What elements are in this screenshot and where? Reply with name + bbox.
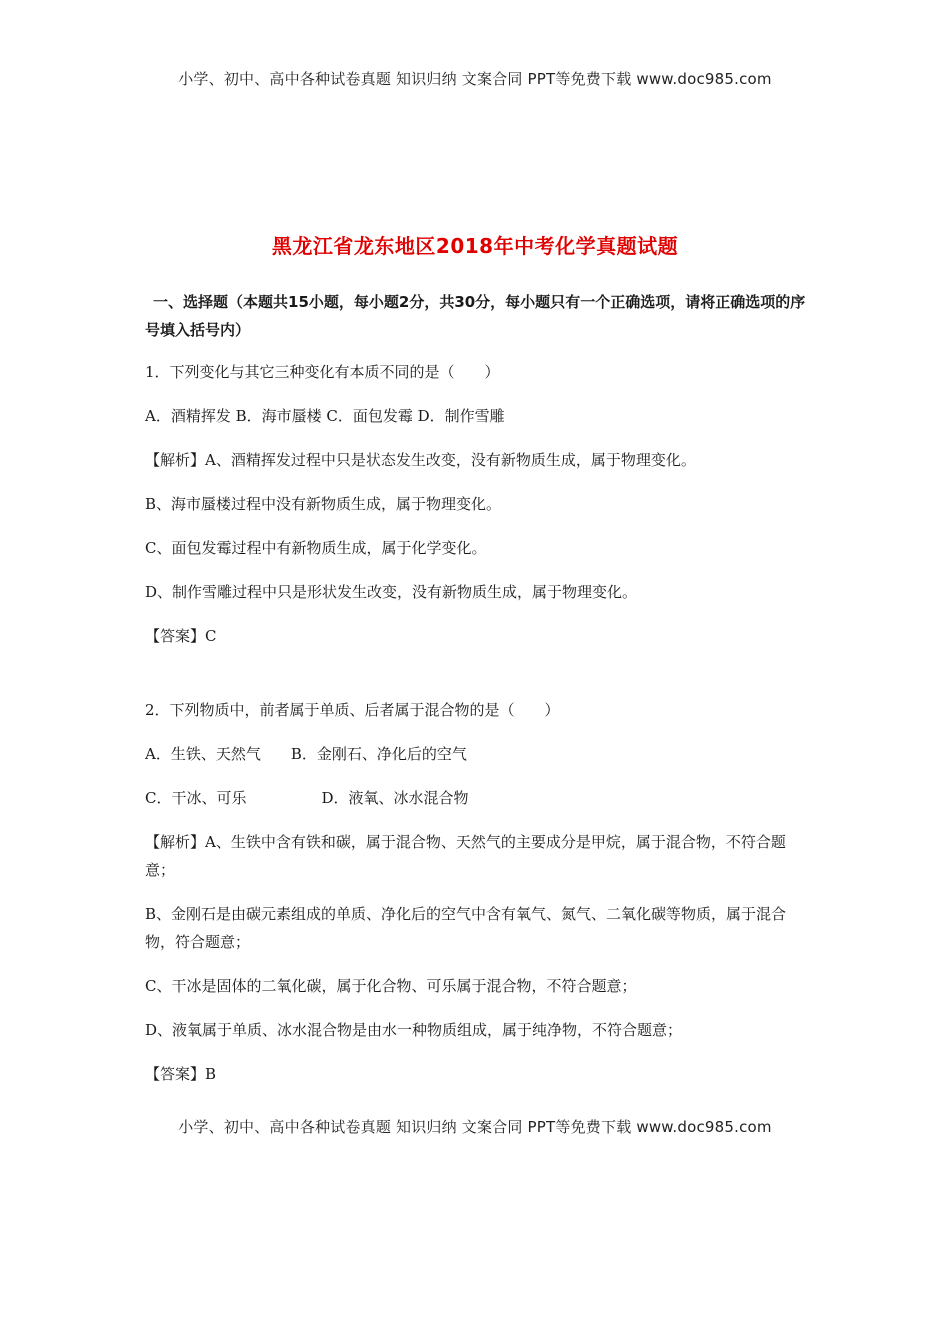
question-1-analysis-a bbox=[145, 446, 810, 474]
page-header: 小学、初中、高中各种试卷真题 知识归纳 文案合同 PPT等免费下载 www.doc985.com bbox=[178, 70, 772, 88]
question-2-analysis-a bbox=[145, 828, 810, 884]
question-2-analysis-c: C、干冰是固体的二氧化碳，属于化合物、可乐属于混合物，不符合题意； bbox=[145, 977, 637, 995]
answer-label: 【答案】 bbox=[145, 1065, 206, 1083]
analysis-text: A、酒精挥发过程中只是状态发生改变，没有新物质生成，属于物理变化。 bbox=[205, 451, 696, 469]
question-2-options-row-2: C．干冰、可乐 D．液氧、冰水混合物 bbox=[145, 789, 469, 807]
question-2: 2．下列物质中，前者属于单质、后者属于混合物的是（ ） bbox=[145, 701, 560, 719]
question-1-analysis-b: B、海市蜃楼过程中没有新物质生成，属于物理变化。 bbox=[145, 495, 502, 513]
analysis-label: 【解析】 bbox=[145, 451, 206, 469]
question-2-analysis-b: B、金刚石是由碳元素组成的单质、净化后的空气中含有氧气、氮气、二氧化碳等物质，属于混合物，符合题意； bbox=[145, 905, 787, 951]
question-1-analysis-c: C、面包发霉过程中有新物质生成，属于化学变化。 bbox=[145, 539, 487, 557]
analysis-label: 【解析】 bbox=[145, 833, 206, 851]
document-body bbox=[145, 288, 810, 1104]
section-heading: 一、选择题（本题共15小题，每小题2分，共30分，每小题只有一个正确选项，请将正确选项的序号填入括号内） bbox=[145, 293, 806, 339]
answer-value: B bbox=[205, 1065, 217, 1083]
question-1-analysis-d: D、制作雪雕过程中只是形状发生改变，没有新物质生成，属于物理变化。 bbox=[145, 583, 638, 601]
question-1-answer bbox=[145, 622, 810, 650]
answer-value: C bbox=[205, 627, 217, 645]
question-2-answer bbox=[145, 1060, 810, 1088]
answer-label: 【答案】 bbox=[145, 627, 206, 645]
question-1: 1．下列变化与其它三种变化有本质不同的是（ ） bbox=[145, 363, 500, 381]
analysis-text: A、生铁中含有铁和碳，属于混合物、天然气的主要成分是甲烷，属于混合物，不符合题意； bbox=[145, 833, 786, 879]
document-title: 黑龙江省龙东地区2018年中考化学真题试题 bbox=[271, 234, 679, 258]
page-footer: 小学、初中、高中各种试卷真题 知识归纳 文案合同 PPT等免费下载 www.doc985.com bbox=[178, 1118, 772, 1136]
question-2-options-row-1: A．生铁、天然气 B．金刚石、净化后的空气 bbox=[145, 745, 467, 763]
spacer bbox=[145, 666, 810, 696]
question-2-analysis-d: D、液氧属于单质、冰水混合物是由水一种物质组成，属于纯净物，不符合题意； bbox=[145, 1021, 683, 1039]
question-1-options: A．酒精挥发 B．海市蜃楼 C．面包发霉 D．制作雪雕 bbox=[145, 407, 505, 425]
